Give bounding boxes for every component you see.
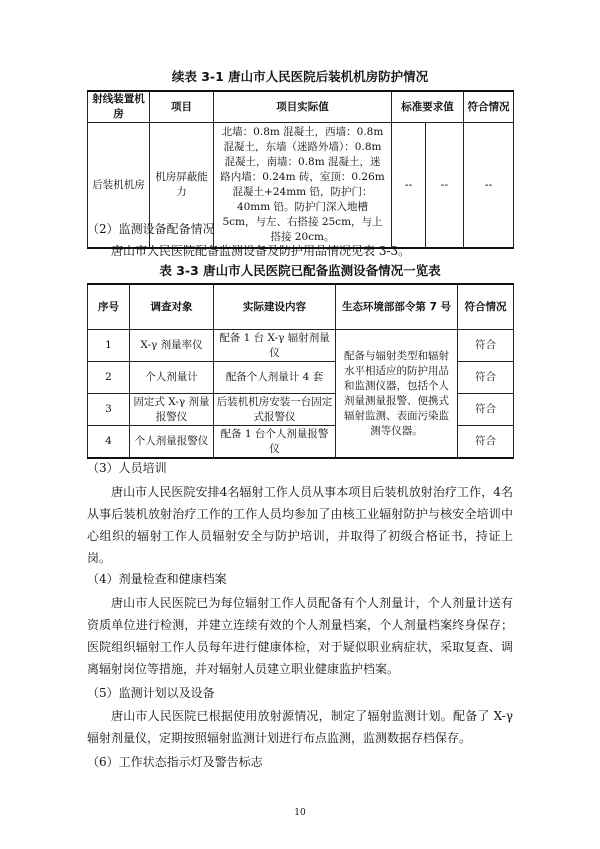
table3-caption: 表 3-3 唐山市人民医院已配备监测设备情况一览表 — [159, 263, 441, 278]
table3-row1-conform: 符合 — [458, 330, 514, 362]
table3-requirement: 配备与辐射类型和辐射水平相适应的防护用品和监测仪器，包括个人剂量测量报警、便携式辐射监测、表面污染监测等仪器。 — [336, 330, 458, 459]
table3-row4-content: 配备 1 台个人剂量报警仪 — [214, 426, 336, 459]
table3-row1-content: 配备 1 台 X-γ 辐射剂量仪 — [214, 330, 336, 362]
table3-header-requirement: 生态环境部部令第 7 号 — [336, 284, 458, 330]
table1-header-item: 项目 — [150, 91, 214, 123]
section4-heading: （4）剂量检查和健康档案 — [87, 572, 227, 586]
table1-cell-room: 后装机机房 — [88, 123, 150, 249]
table3-row1-object: X-γ 剂量率仪 — [130, 330, 214, 362]
table3-row3-conform: 符合 — [458, 394, 514, 426]
table3-header-conform: 符合情况 — [458, 284, 514, 330]
section6-heading: （6）工作状态指示灯及警告标志 — [87, 755, 263, 769]
table1-header-standard: 标准要求值 — [392, 91, 464, 123]
table3-row2-no: 2 — [88, 362, 130, 394]
section5-body: 唐山市人民医院已根据使用放射源情况，制定了辐射监测计划。配备了 X-γ 辐射剂量仪，定期按照辐射监测计划进行布点监测，监测数据存档保存。 — [87, 709, 513, 745]
table3-row3-no: 3 — [88, 394, 130, 426]
table1-header-actual: 项目实际值 — [214, 91, 392, 123]
table3-header-content: 实际建设内容 — [214, 284, 336, 330]
table1-header-room: 射线装置机房 — [88, 91, 150, 123]
table-row — [88, 330, 514, 362]
section3-body: 唐山市人民医院安排4名辐射工作人员从事本项目后装机放射治疗工作，4名从事后装机放射治疗工作的工作人员均参加了由核工业辐射防护与核安全培训中心组织的辐射工作人员辐射安全与防护培训，并取得了初级合格证书，持证上岗。 — [87, 485, 513, 565]
table1-cell-actual: 北墙：0.8m 混凝土，西墙：0.8m 混凝土，东墙（迷路外墙）：0.8m 混凝土，南墙：0.8m 混凝土，迷路内墙：0.24m 砖，室顶：0.26m 混凝土+24mm 铅，防护门：40mm 铅。防护门深入地槽 5cm，与左、右搭接 25cm，与上搭接 20cm。 — [214, 123, 392, 249]
section2-heading: （2）监测设备配备情况 — [87, 222, 215, 236]
section2-intro: 唐山市人民医院配备监测设备及防护用品情况见表 3-3。 — [111, 244, 411, 258]
page-number: 10 — [294, 808, 306, 818]
table3-row2-object: 个人剂量计 — [130, 362, 214, 394]
table3-row4-no: 4 — [88, 426, 130, 459]
table3-row2-content: 配备个人剂量计 4 套 — [214, 362, 336, 394]
section3-heading: （3）人员培训 — [87, 461, 167, 475]
table3-row3-content: 后装机机房安装一台固定式报警仪 — [214, 394, 336, 426]
table3-row4-conform: 符合 — [458, 426, 514, 459]
table3-row1-no: 1 — [88, 330, 130, 362]
section5-heading: （5）监测计划以及设备 — [87, 686, 215, 700]
section4-body: 唐山市人民医院已为每位辐射工作人员配备有个人剂量计，个人剂量计送有资质单位进行检测，并建立连续有效的个人剂量档案，个人剂量档案终身保存；医院组织辐射工作人员每年进行健康体检，对于疑似职业病症状，采取复查、调离辐射岗位等措施，并对辐射人员建立职业健康监护档案。 — [87, 596, 513, 676]
table3-monitoring — [87, 283, 514, 459]
table1-cell-conform: -- — [464, 123, 514, 249]
table3-header-object: 调查对象 — [130, 284, 214, 330]
table3-row4-object: 个人剂量报警仪 — [130, 426, 214, 459]
table1-cell-standard-b: -- — [426, 123, 464, 249]
table1-cell-standard-a: -- — [392, 123, 426, 249]
table3-header-no: 序号 — [88, 284, 130, 330]
table3-row3-object: 固定式 X-γ 剂量报警仪 — [130, 394, 214, 426]
table3-row2-conform: 符合 — [458, 362, 514, 394]
table1-caption: 续表 3-1 唐山市人民医院后装机机房防护情况 — [171, 69, 429, 84]
table1-cell-item: 机房屏蔽能力 — [150, 123, 214, 249]
table1-header-conform: 符合情况 — [464, 91, 514, 123]
